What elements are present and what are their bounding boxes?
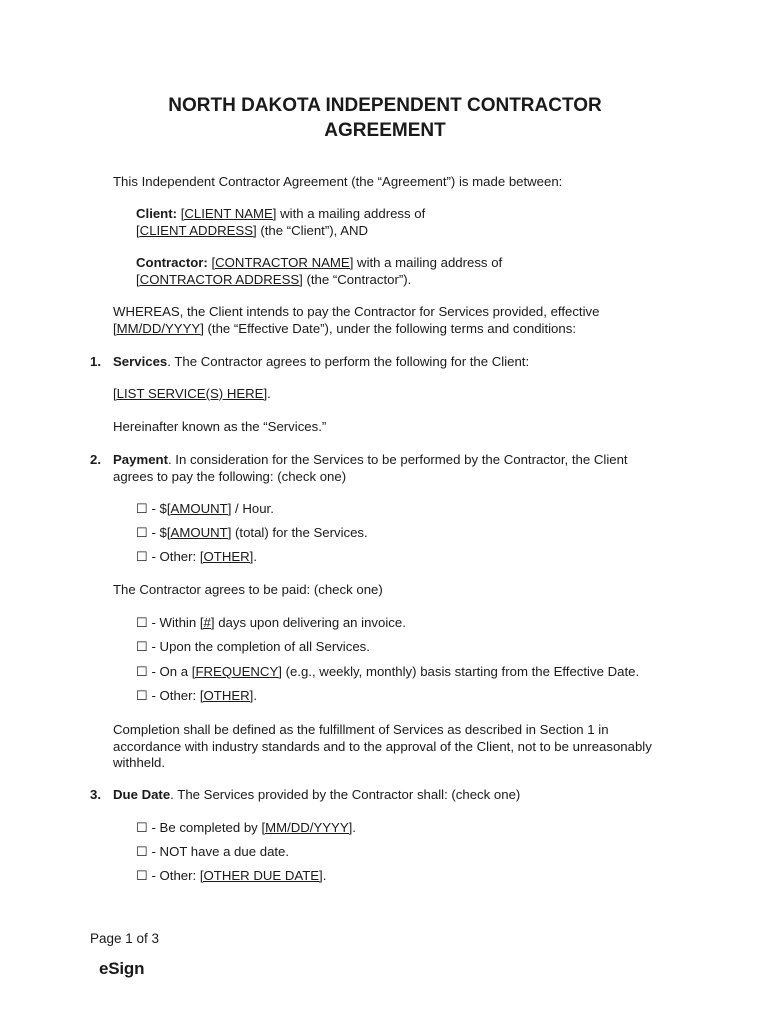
due-option-other[interactable] <box>136 868 696 885</box>
contractor-mid-text: with a mailing address of <box>353 255 503 270</box>
services-list-line <box>113 386 703 403</box>
paid-option-completion[interactable]: ☐ - Upon the completion of all Services. <box>136 639 370 654</box>
section-1-text: . The Contractor agrees to perform the following for the Client: <box>167 354 530 369</box>
due-option-none[interactable]: ☐ - NOT have a due date. <box>136 844 290 859</box>
paid-intro: The Contractor agrees to be paid: (check one) <box>113 582 383 597</box>
checkbox-due-date[interactable]: ☐ - Be completed by <box>136 820 262 835</box>
paid-other-suffix: . <box>253 688 258 703</box>
client-name-field[interactable]: [CLIENT NAME] <box>180 206 277 221</box>
checkbox-frequency[interactable]: ☐ - On a <box>136 664 192 679</box>
document-title <box>0 93 770 143</box>
services-list-field[interactable]: [LIST SERVICE(S) HERE] <box>113 386 268 401</box>
section-2-heading <box>113 452 703 485</box>
section-2-number: 2. <box>90 452 101 467</box>
completion-paragraph <box>113 722 703 772</box>
client-mid-text: with a mailing address of <box>276 206 426 221</box>
total-suffix: (total) for the Services. <box>231 525 368 540</box>
section-2-title: Payment <box>113 452 168 467</box>
paid-option-within[interactable] <box>136 615 696 632</box>
title-line-2: AGREEMENT <box>324 120 446 141</box>
checkbox-due-other[interactable]: ☐ - Other: <box>136 868 200 883</box>
section-1-heading <box>113 354 703 371</box>
whereas-line-1: WHEREAS, the Client intends to pay the Contractor for Services provided, effective <box>113 304 600 319</box>
checkbox-paid-other[interactable]: ☐ - Other: <box>136 688 200 703</box>
hourly-suffix: / Hour. <box>231 501 274 516</box>
section-3-title: Due Date <box>113 787 171 802</box>
contractor-address-field[interactable]: [CONTRACTOR ADDRESS] <box>136 271 303 287</box>
section-3-number: 3. <box>90 787 101 802</box>
section-1-number: 1. <box>90 354 101 369</box>
payment-option-hourly[interactable] <box>136 501 696 518</box>
days-field[interactable]: [#] <box>199 615 215 630</box>
contractor-tail-text: (the “Contractor”). <box>302 271 412 287</box>
payment-option-total[interactable] <box>136 525 696 542</box>
checkbox-within[interactable]: ☐ - Within <box>136 615 200 630</box>
title-line-1: NORTH DAKOTA INDEPENDENT CONTRACTOR <box>168 95 602 116</box>
section-2-text-1: . In consideration for the Services to be performed by the Contractor, the Client <box>167 452 628 467</box>
due-date-suffix: . <box>352 820 356 835</box>
paid-other-field[interactable]: [OTHER] <box>199 688 254 703</box>
contractor-block <box>136 255 696 288</box>
paid-option-other[interactable] <box>136 688 696 705</box>
due-option-date[interactable] <box>136 820 696 837</box>
page-number: Page 1 of 3 <box>90 931 160 946</box>
checkbox-hourly[interactable]: ☐ - $ <box>136 501 167 516</box>
frequency-suffix: (e.g., weekly, monthly) basis starting from the Effective Date. <box>281 664 640 679</box>
completion-line-3: withheld. <box>113 755 166 770</box>
client-label: Client: <box>136 206 178 221</box>
frequency-field[interactable]: [FREQUENCY] <box>191 664 282 679</box>
section-1-title: Services <box>113 354 168 369</box>
payment-other-suffix: . <box>253 549 258 564</box>
client-tail-text: (the “Client”), AND <box>256 222 369 238</box>
payment-other-field[interactable]: [OTHER] <box>199 549 254 564</box>
completion-line-1: Completion shall be defined as the fulfillment of Services as described in Section 1 in <box>113 722 609 737</box>
section-3-heading <box>113 787 703 804</box>
contractor-label: Contractor: <box>136 255 208 270</box>
due-other-suffix: . <box>322 868 327 883</box>
due-date-field[interactable]: [MM/DD/YYYY] <box>261 820 353 835</box>
section-2-text-2: agrees to pay the following: (check one) <box>113 468 347 484</box>
client-block <box>136 206 696 239</box>
client-address-field[interactable]: [CLIENT ADDRESS] <box>136 222 257 238</box>
hereinafter-text: Hereinafter known as the “Services.” <box>113 419 327 434</box>
paid-option-frequency[interactable] <box>136 664 696 681</box>
whereas-paragraph <box>113 304 703 337</box>
payment-option-other[interactable] <box>136 549 696 566</box>
esign-logo: eSign <box>99 959 145 978</box>
intro-paragraph: This Independent Contractor Agreement (the “Agreement”) is made between: <box>113 174 563 189</box>
hourly-amount-field[interactable]: [AMOUNT] <box>166 501 232 516</box>
whereas-line-2: (the “Effective Date”), under the following terms and conditions: <box>203 320 576 336</box>
within-suffix: days upon delivering an invoice. <box>214 615 406 630</box>
total-amount-field[interactable]: [AMOUNT] <box>166 525 232 540</box>
checkbox-total[interactable]: ☐ - $ <box>136 525 167 540</box>
effective-date-field[interactable]: [MM/DD/YYYY] <box>113 320 204 336</box>
checkbox-payment-other[interactable]: ☐ - Other: <box>136 549 200 564</box>
section-3-text: . The Services provided by the Contractor shall: (check one) <box>170 787 521 802</box>
other-due-date-field[interactable]: [OTHER DUE DATE] <box>199 868 323 883</box>
services-list-dot: . <box>267 386 271 401</box>
contractor-name-field[interactable]: [CONTRACTOR NAME] <box>211 255 354 270</box>
completion-line-2: accordance with industry standards and to the approval of the Client, not to be unreasonably <box>113 738 652 754</box>
